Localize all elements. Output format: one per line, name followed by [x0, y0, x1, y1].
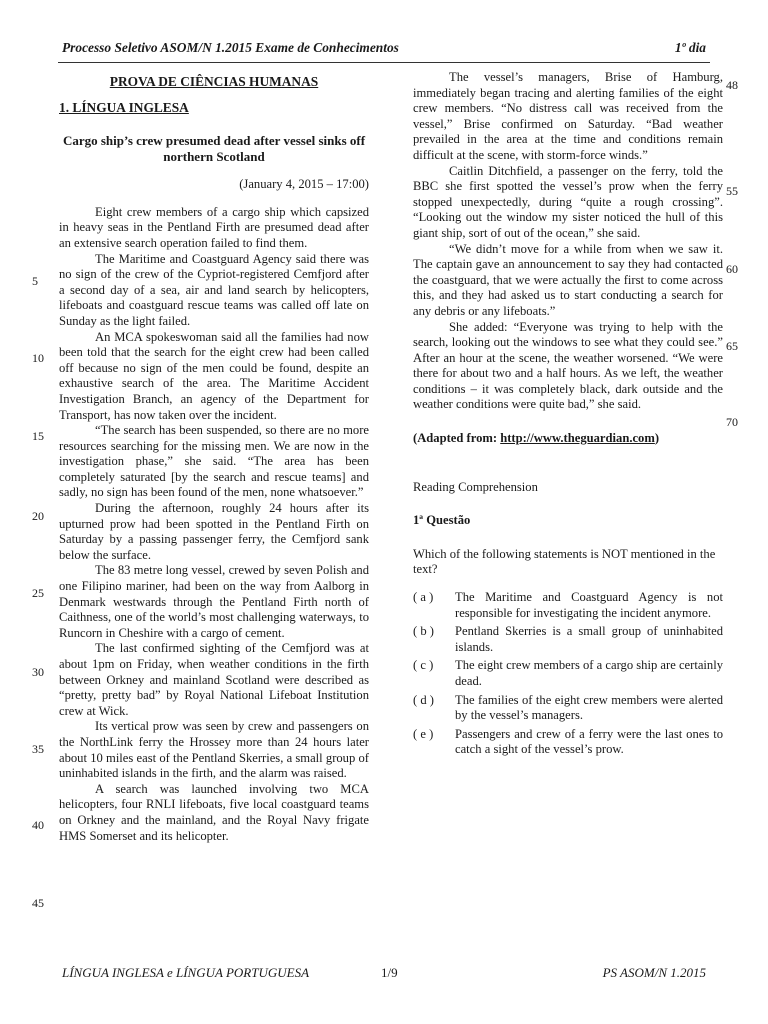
- footer-subject: LÍNGUA INGLESA e LÍNGUA PORTUGUESA: [62, 965, 310, 980]
- option-text: The eight crew members of a cargo ship are certainly dead.: [455, 658, 723, 688]
- article-paragraph: The Maritime and Coastguard Agency said there was no sign of the crew of the Cypriot-registered Cemfjord after a second day of a sea, air and land search by helicopters, lifeboats and coastguard rescue teams was called off late on Sunday as the light failed.: [59, 251, 369, 328]
- article-paragraph: Eight crew members of a cargo ship which capsized in heavy seas in the Pentland Firth are presumed dead after an extensive search operation failed to find them.: [59, 204, 369, 250]
- line-number: 60: [726, 262, 738, 276]
- article-paragraph: The 83 metre long vessel, crewed by seven Polish and one Filipino mariner, had been on the way from Aalborg in Denmark westwards through the Pentland Firth north of Caithness, one of the world’s most challenging waterways, to Runcorn in Cheshire with a cargo of cement.: [59, 563, 369, 640]
- answer-option-d[interactable]: [413, 693, 723, 724]
- right-column: [413, 70, 723, 761]
- article-paragraph: She added: “Everyone was trying to help with the search, looking out the windows to see what they could see.” After an hour at the scene, the weather worsened. “We were there for about two and a half hours. As we left, the weather conditions – it was completely black, dark outside and the weather conditions were quite bad,” she said.: [413, 319, 723, 412]
- subsection-title: 1. LÍNGUA INGLESA: [59, 99, 189, 115]
- left-column: [59, 70, 369, 844]
- article-paragraph: During the afternoon, roughly 24 hours after its upturned prow had been spotted in the Pentland Firth on Saturday by a passing passenger ferry, the Cemfjord sank below the surface.: [59, 501, 369, 562]
- page-number: 1/9: [381, 965, 398, 980]
- answer-option-e[interactable]: [413, 727, 723, 758]
- question-text: Which of the following statements is NOT mentioned in the text?: [413, 546, 716, 577]
- article-paragraph: The last confirmed sighting of the Cemfjord was at about 1pm on Friday, when weather conditions in the firth between Orkney and mainland Scotland were described as “pretty, pretty bad” by Royal National Lifeboat Institution crew at Wick.: [59, 641, 369, 718]
- option-letter: ( b ): [413, 624, 434, 639]
- line-number: 30: [32, 665, 44, 679]
- article-source: [413, 431, 723, 447]
- article-paragraph: The vessel’s managers, Brise of Hamburg, immediately began tracing and alerting families of the eight crew members. “No distress call was received from the vessel,” Brise confirmed on Saturday. “Bad weather prevailed in the area at the time and conditions remain difficult at the scene, with storm-force winds.”: [413, 70, 723, 162]
- article-paragraph: “We didn’t move for a while from when we saw it. The captain gave an announcement to say they had contacted the coastguard, that we were actually the first to come across this, and they had asked us to start conducting a search for any debris or any lifeboats.”: [413, 241, 723, 318]
- footer-exam-code: PS ASOM/N 1.2015: [602, 965, 706, 980]
- answer-option-b[interactable]: [413, 624, 723, 655]
- header-exam-title: Processo Seletivo ASOM/N 1.2015 Exame de Conhecimentos: [62, 40, 399, 55]
- line-number: 55: [726, 184, 738, 198]
- answer-option-c[interactable]: [413, 658, 723, 689]
- line-number: 40: [32, 818, 44, 832]
- section-title: PROVA DE CIÊNCIAS HUMANAS: [109, 74, 319, 89]
- source-link[interactable]: http://www.theguardian.com: [500, 431, 655, 446]
- option-text: The Maritime and Coastguard Agency is not responsible for investigating the incident anymore.: [455, 590, 723, 620]
- line-number: 25: [32, 586, 44, 600]
- source-prefix: (Adapted from:: [413, 431, 501, 446]
- option-text: The families of the eight crew members were alerted by the vessel’s managers.: [455, 692, 723, 723]
- header-rule: [58, 62, 710, 63]
- article-title: Cargo ship’s crew presumed dead after vessel sinks off northern Scotland: [62, 133, 366, 165]
- line-number: 5: [32, 274, 38, 288]
- option-letter: ( e ): [413, 726, 434, 741]
- option-text: Passengers and crew of a ferry were the last ones to catch a sight of the vessel’s prow.: [455, 726, 723, 757]
- article-paragraph: “The search has been suspended, so there are no more resources searching for the missing men. We are now in the investigation phase,” she said. “The area has been completely saturated [by the search and rescue teams] and sadly, no sign has been found of the men, none whatsoever.”: [59, 423, 369, 500]
- line-number: 15: [32, 429, 44, 443]
- line-number: 20: [32, 509, 44, 523]
- reading-comprehension-label: Reading Comprehension: [413, 479, 538, 494]
- article-dateline: (January 4, 2015 – 17:00): [239, 177, 369, 192]
- header-day: 1º dia: [674, 40, 706, 55]
- line-number: 45: [32, 896, 44, 910]
- article-paragraph: An MCA spokeswoman said all the families had now been told that the search for the eight crew had been called off because no sign of the men could be found, despite an exhaustive search of the area. The Maritime Accident Investigation Branch, an agency of the Department for Transport, has now taken over the incident.: [59, 329, 369, 422]
- article-paragraph: Caitlin Ditchfield, a passenger on the ferry, told the BBC she first spotted the vessel’s prow when the ferry stopped unexpectedly, during “quite a rough crossing”. “Looking out the window my sister noticed the hull of this giant ship, sort of out of the ocean,” she said.: [413, 163, 723, 240]
- line-number: 48: [726, 78, 738, 92]
- article-paragraph: Its vertical prow was seen by crew and passengers on the NorthLink ferry the Hrossey more than 24 hours later about 10 miles east of the Pentland Skerries, a small group of uninhabited islands in the firth, and the alarm was raised.: [59, 719, 369, 781]
- answer-option-a[interactable]: [413, 590, 723, 621]
- line-number: 65: [726, 339, 738, 353]
- option-text: Pentland Skerries is a small group of uninhabited islands.: [455, 624, 723, 654]
- option-letter: ( a ): [413, 590, 434, 605]
- line-number: 10: [32, 351, 44, 365]
- article-paragraph: A search was launched involving two MCA helicopters, four RNLI lifeboats, five local coastguard teams on Orkney and the mainland, and the Royal Navy frigate HMS Somerset and its helicopter.: [59, 781, 369, 843]
- line-number: 35: [32, 742, 44, 756]
- question-label: 1ª Questão: [413, 513, 471, 528]
- line-number: 70: [726, 415, 738, 429]
- option-letter: ( c ): [413, 658, 434, 673]
- answer-options: [413, 590, 723, 758]
- option-letter: ( d ): [413, 692, 434, 707]
- source-suffix: ): [654, 431, 660, 446]
